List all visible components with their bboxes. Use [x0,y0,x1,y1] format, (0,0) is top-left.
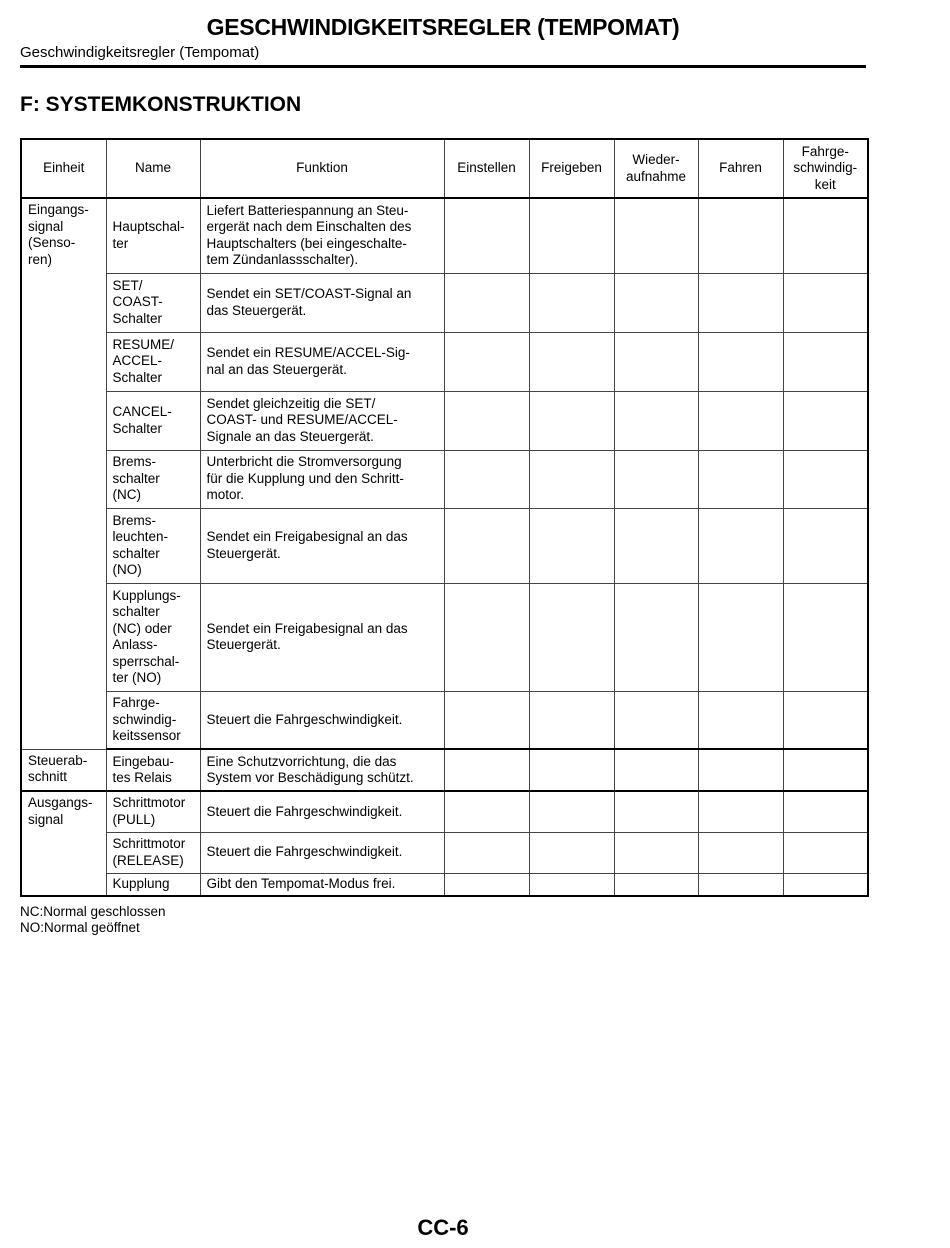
unit-cell-ausgangssignal: Ausgangs- signal [21,791,106,896]
column-header-fahren: Fahren [698,139,783,198]
empty-cell [529,791,614,832]
empty-cell [698,332,783,391]
table-row [21,508,868,583]
page-number: CC-6 [417,1215,469,1240]
function-cell: Unterbricht die Stromversorgung für die Kupplung und den Schritt- motor. [200,450,444,508]
empty-cell [698,791,783,832]
function-cell: Steuert die Fahrgeschwindigkeit. [200,791,444,832]
empty-cell [783,791,868,832]
function-cell: Eine Schutzvorrichtung, die das System vor Beschädigung schützt. [200,749,444,791]
function-cell: Sendet ein RESUME/ACCEL-Sig- nal an das Steuergerät. [200,332,444,391]
column-header-freigeben: Freigeben [529,139,614,198]
empty-cell [698,691,783,749]
empty-cell [698,749,783,791]
name-cell: Kupplung [106,873,200,896]
empty-cell [529,332,614,391]
name-cell: RESUME/ ACCEL- Schalter [106,332,200,391]
empty-cell [614,873,698,896]
name-cell: Eingebau- tes Relais [106,749,200,791]
empty-cell [444,873,529,896]
empty-cell [529,832,614,873]
empty-cell [529,198,614,273]
empty-cell [783,583,868,691]
function-cell: Steuert die Fahrgeschwindigkeit. [200,691,444,749]
table-row [21,832,868,873]
table-row [21,198,868,273]
empty-cell [529,873,614,896]
empty-cell [783,749,868,791]
name-cell: CANCEL- Schalter [106,391,200,450]
table-row [21,873,868,896]
function-cell: Liefert Batteriespannung an Steu- ergerät nach dem Einschalten des Hauptschalters (bei eingeschalte- tem Zündanlassschalter). [200,198,444,273]
empty-cell [444,583,529,691]
function-cell: Sendet gleichzeitig die SET/ COAST- und RESUME/ACCEL- Signale an das Steuergerät. [200,391,444,450]
empty-cell [783,391,868,450]
name-cell: SET/ COAST- Schalter [106,273,200,332]
unit-cell-eingangssignal: Eingangs- signal (Senso- ren) [21,198,106,749]
table-row [21,791,868,832]
empty-cell [698,450,783,508]
empty-cell [614,791,698,832]
empty-cell [614,332,698,391]
empty-cell [783,273,868,332]
table-header-row [21,139,868,198]
empty-cell [444,832,529,873]
column-header-fahrgeschwindigkeit: Fahrge- schwindig- keit [783,139,868,198]
empty-cell [783,873,868,896]
abbreviation-notes [20,904,166,936]
column-header-einstellen: Einstellen [444,139,529,198]
empty-cell [783,832,868,873]
empty-cell [529,583,614,691]
name-cell: Schrittmotor (PULL) [106,791,200,832]
empty-cell [783,332,868,391]
column-header-einheit: Einheit [21,139,106,198]
function-cell: Sendet ein Freigabesignal an das Steuergerät. [200,583,444,691]
column-header-funktion: Funktion [200,139,444,198]
column-header-wiederaufnahme: Wieder- aufnahme [614,139,698,198]
title-divider [20,65,866,68]
empty-cell [529,691,614,749]
empty-cell [783,691,868,749]
name-cell: Brems- leuchten- schalter (NO) [106,508,200,583]
page-title: GESCHWINDIGKEITSREGLER (TEMPOMAT) [206,14,680,40]
note-nc: NC:Normal geschlossen [20,904,166,919]
empty-cell [529,273,614,332]
empty-cell [698,391,783,450]
empty-cell [783,450,868,508]
name-cell: Schrittmotor (RELEASE) [106,832,200,873]
function-cell: Sendet ein SET/COAST-Signal an das Steuergerät. [200,273,444,332]
empty-cell [614,198,698,273]
empty-cell [614,832,698,873]
empty-cell [529,450,614,508]
empty-cell [698,832,783,873]
table-row [21,583,868,691]
empty-cell [614,450,698,508]
name-cell: Hauptschal- ter [106,198,200,273]
empty-cell [444,791,529,832]
name-cell: Brems- schalter (NC) [106,450,200,508]
empty-cell [614,583,698,691]
table-row [21,332,868,391]
name-cell: Fahrge- schwindig- keitssensor [106,691,200,749]
page-subtitle: Geschwindigkeitsregler (Tempomat) [20,44,260,61]
empty-cell [698,508,783,583]
empty-cell [614,273,698,332]
empty-cell [444,391,529,450]
empty-cell [444,450,529,508]
column-header-name: Name [106,139,200,198]
empty-cell [444,749,529,791]
section-title: F: SYSTEMKONSTRUKTION [20,93,302,116]
empty-cell [614,508,698,583]
empty-cell [614,749,698,791]
empty-cell [444,198,529,273]
function-cell: Steuert die Fahrgeschwindigkeit. [200,832,444,873]
empty-cell [444,508,529,583]
system-construction-table [20,138,869,897]
empty-cell [529,391,614,450]
function-cell: Gibt den Tempomat-Modus frei. [200,873,444,896]
table-row [21,691,868,749]
empty-cell [698,583,783,691]
empty-cell [783,508,868,583]
empty-cell [444,273,529,332]
empty-cell [444,691,529,749]
empty-cell [698,273,783,332]
empty-cell [698,198,783,273]
name-cell: Kupplungs- schalter (NC) oder Anlass- sperrschal- ter (NO) [106,583,200,691]
unit-cell-steuerabschnitt: Steuerab- schnitt [21,749,106,791]
table-row [21,749,868,791]
empty-cell [529,508,614,583]
empty-cell [783,198,868,273]
empty-cell [614,691,698,749]
table-row [21,391,868,450]
empty-cell [698,873,783,896]
empty-cell [614,391,698,450]
empty-cell [444,332,529,391]
note-no: NO:Normal geöffnet [20,920,140,935]
empty-cell [529,749,614,791]
table-row [21,273,868,332]
function-cell: Sendet ein Freigabesignal an das Steuergerät. [200,508,444,583]
table-row [21,450,868,508]
